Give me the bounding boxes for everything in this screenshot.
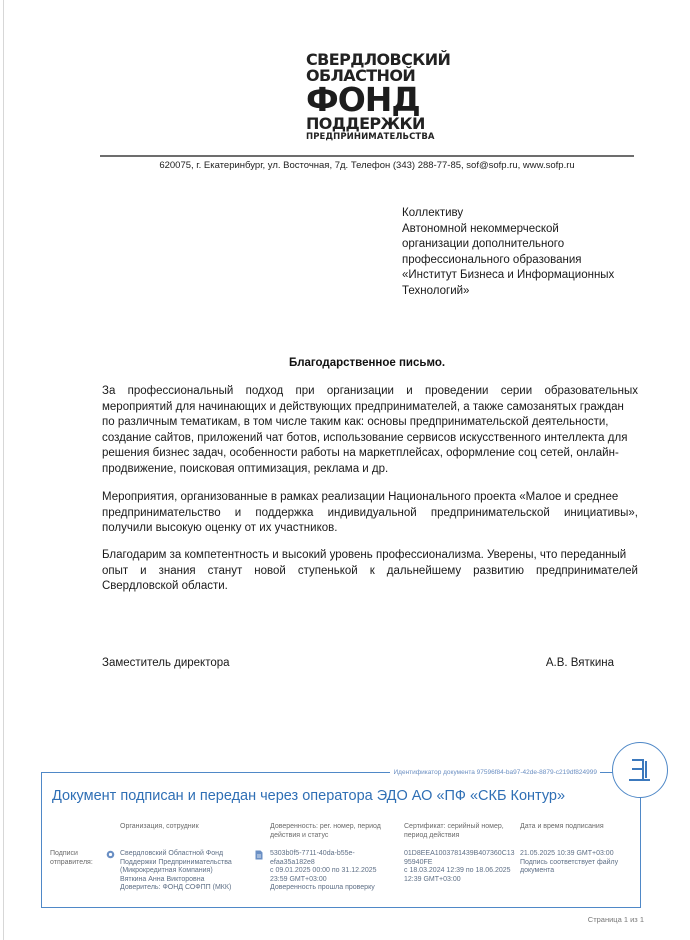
signer-name: А.В. Вяткина (545, 657, 614, 669)
stamp-header-organization: Организация, сотрудник (120, 823, 199, 830)
page-number: Страница 1 из 1 (587, 915, 644, 924)
stamp-header-datetime: Дата и время подписания (520, 823, 604, 830)
paragraph-line: мероприятий для начинающих и действующих предпринимателей, а также самозанятых граждан (102, 400, 624, 413)
header-divider (100, 155, 634, 157)
recipient-line: Технологий» (402, 284, 470, 297)
header-address: 620075, г. Екатеринбург, ул. Восточная, 7д. Телефон (343) 288-77-85, sof@sofp.ru, www.sofp.ru (159, 160, 575, 171)
stamp-power-of-attorney: 5303b0f5-7711-40da-b55e- efaa35a182e8 с 09.01.2025 00:00 по 31.12.2025 23:59 GMT+03:00 Доверенность прошла проверку (270, 850, 377, 891)
recipient-line: «Институт Бизнеса и Информационных (402, 269, 615, 281)
recipient-line: Автономной некоммерческой (402, 222, 559, 235)
page-edge (3, 0, 4, 940)
logo-line-4: ПОДДЕРЖКИ (306, 114, 425, 133)
paragraph-line: предпринимательство и поддержка индивидуальной предпринимательской инициативы», (102, 506, 638, 519)
paragraph-2 (102, 490, 638, 537)
paragraph-line: опыт и знания станут новой ступенькой к дальнейшему развитию предпринимателей (102, 564, 638, 577)
paragraph-1 (102, 384, 638, 477)
power-of-attorney-doc-icon (255, 850, 263, 860)
paragraph-line: по различным тематикам, в том числе таким как: основы предпринимательской деятельности, (102, 416, 609, 428)
signer-position: Заместитель директора (102, 657, 230, 669)
paragraph-line: продвижение, поисковая оптимизация, реклама и др. (102, 462, 389, 475)
stamp-header-power-of-attorney: Доверенность: рег. номер, период действия и статус (270, 823, 381, 839)
sofp-logo (306, 50, 451, 142)
paragraph-line: создание сайтов, приложений чат ботов, использование сервисов искусственного интеллекта для (102, 431, 628, 444)
paragraph-3 (102, 548, 638, 595)
logo-line-2: ОБЛАСТНОЙ (306, 66, 416, 85)
letter-title: Благодарственное письмо. (288, 357, 446, 369)
paragraph-line: Свердловской области. (102, 580, 228, 592)
paragraph-line: Благодарим за компетентность и высокий уровень профессионализма. Уверены, что переданный (102, 549, 627, 561)
paragraph-line: За профессиональный подход при организации и проведении серии образовательных (102, 385, 638, 397)
paragraph-line: получили высокую оценку от их участников. (102, 522, 338, 534)
recipient-line: профессионального образования (402, 253, 582, 266)
stamp-certificate: 01D8EEA1003781439B407360C13 95940FE с 18.03.2024 12:39 по 18.06.2025 12:39 GMT+03:00 (404, 850, 515, 883)
document-id: Идентификатор документа 97596f84-ba97-42de-8879-c219df824999 (390, 769, 600, 776)
recipient-line: Коллективу (402, 207, 464, 219)
paragraph-line: решения бизнес задач, особенности работы на маркетплейсах, оформление соц сетей, онлайн- (102, 447, 619, 459)
logo-line-1: СВЕРДЛОВСКИЙ (306, 50, 451, 69)
stamp-datetime: 21.05.2025 10:39 GMT+03:00 Подпись соответствует файлу документа (520, 850, 619, 874)
stamp-organization: Свердловский Областной Фонд Поддержки Предпринимательства (Микрокредитная Компания) Вяткина Анна Викторовна Доверитель: ФОНД СОФПП (МКК) (120, 850, 232, 891)
organization-seal-icon (106, 850, 115, 859)
recipient-block (402, 206, 642, 299)
recipient-line: организации дополнительного (402, 238, 565, 250)
logo-line-3: ФОНД (306, 80, 420, 119)
stamp-title: Документ подписан и передан через оператора ЭДО АО «ПФ «СКБ Контур» (52, 788, 566, 804)
paragraph-line: Мероприятия, организованные в рамках реализации Национального проекта «Малое и среднее (102, 491, 619, 503)
logo-line-5: ПРЕДПРИНИМАТЕЛЬСТВА (306, 132, 435, 142)
kontur-logo-icon (612, 742, 668, 798)
stamp-header-certificate: Сертификат: серийный номер, период действия (404, 823, 504, 839)
stamp-row-label: Подписи отправителя: (50, 850, 93, 866)
